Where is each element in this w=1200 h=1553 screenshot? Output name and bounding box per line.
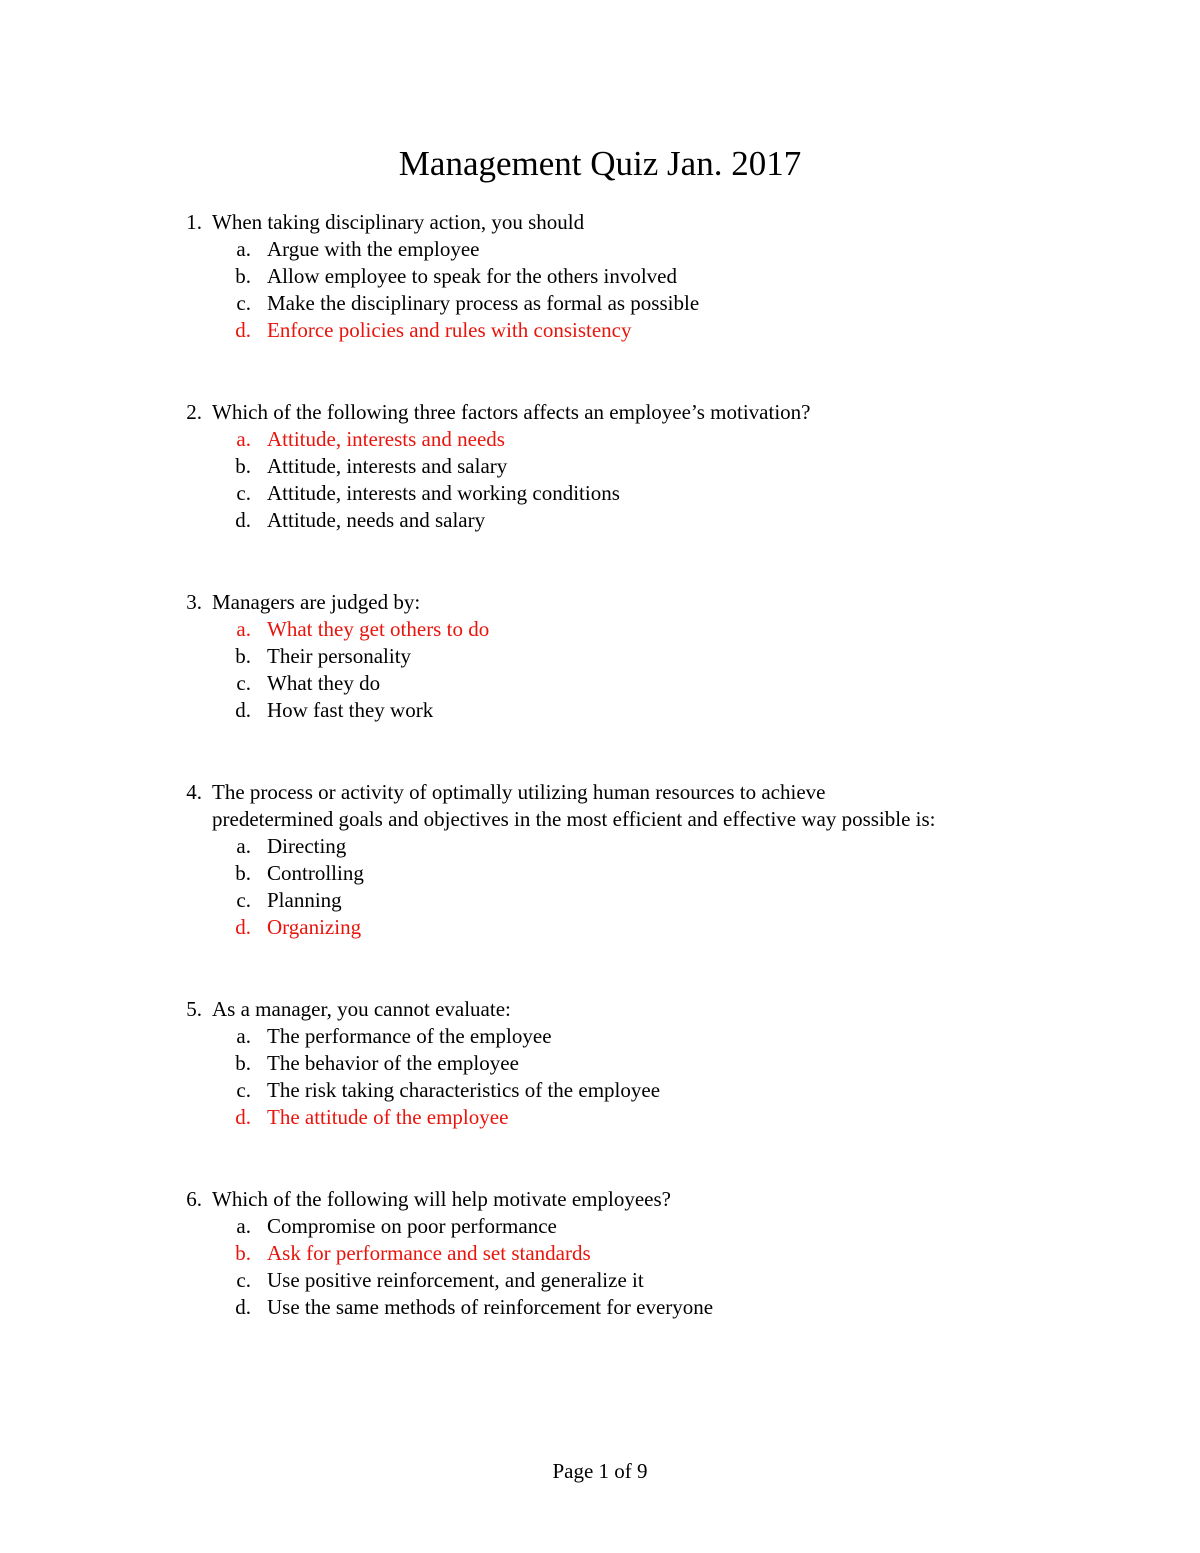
page-title: Management Quiz Jan. 2017 <box>398 144 802 183</box>
option-letter: c. <box>236 291 251 315</box>
question-2 <box>172 399 1072 534</box>
option-letter: d. <box>235 508 251 532</box>
option-letter: a. <box>236 617 251 641</box>
option-text: Argue with the employee <box>267 237 480 261</box>
option-text: The behavior of the employee <box>267 1051 519 1075</box>
question-text <box>212 1186 1052 1213</box>
question-number: 3. <box>186 590 202 614</box>
question-5 <box>172 996 1072 1131</box>
option-d <box>172 507 1072 534</box>
option-letter: a. <box>236 237 251 261</box>
option-c <box>172 1077 1072 1104</box>
option-letter: b. <box>235 1241 251 1265</box>
option-d-correct <box>172 317 1072 344</box>
option-list <box>172 616 1072 724</box>
option-letter: c. <box>236 671 251 695</box>
option-b-correct <box>172 1240 1072 1267</box>
option-text: Their personality <box>267 644 412 668</box>
question-4 <box>172 779 1072 941</box>
option-text: Enforce policies and rules with consistency <box>267 318 632 342</box>
question-3 <box>172 589 1072 724</box>
option-letter: c. <box>236 1268 251 1292</box>
option-letter: b. <box>235 644 251 668</box>
option-list <box>172 833 1072 941</box>
question-text <box>212 996 1052 1023</box>
question-1 <box>172 209 1072 344</box>
option-letter: d. <box>235 318 251 342</box>
option-text: Organizing <box>267 915 362 939</box>
option-b <box>172 453 1072 480</box>
option-text: Ask for performance and set standards <box>267 1241 591 1265</box>
option-text: Controlling <box>267 861 364 885</box>
option-text: Attitude, needs and salary <box>267 508 486 532</box>
option-letter: d. <box>235 1105 251 1129</box>
option-text: Attitude, interests and needs <box>267 427 505 451</box>
option-letter: c. <box>236 1078 251 1102</box>
option-c <box>172 1267 1072 1294</box>
option-b <box>172 1050 1072 1077</box>
option-text: What they do <box>267 671 381 695</box>
option-list <box>172 236 1072 344</box>
option-list <box>172 426 1072 534</box>
question-text-line: As a manager, you cannot evaluate: <box>212 997 511 1021</box>
option-d <box>172 1294 1072 1321</box>
option-letter: c. <box>236 481 251 505</box>
question-number: 6. <box>186 1187 202 1211</box>
option-text: How fast they work <box>267 698 434 722</box>
question-text <box>212 779 1052 833</box>
question-number: 1. <box>186 210 202 234</box>
question-number: 2. <box>186 400 202 424</box>
option-c <box>172 290 1072 317</box>
option-d-correct <box>172 914 1072 941</box>
question-text-line: Managers are judged by: <box>212 590 421 614</box>
option-letter: d. <box>235 915 251 939</box>
question-text-line: The process or activity of optimally utilizing human resources to achieve <box>212 780 826 804</box>
option-text: The performance of the employee <box>267 1024 552 1048</box>
option-a <box>172 1023 1072 1050</box>
option-letter: b. <box>235 264 251 288</box>
option-a <box>172 236 1072 263</box>
question-number: 4. <box>186 780 202 804</box>
question-text <box>212 209 1052 236</box>
question-text-line: Which of the following three factors affects an employee’s motivation? <box>212 400 811 424</box>
option-c <box>172 480 1072 507</box>
option-text: Make the disciplinary process as formal as possible <box>267 291 700 315</box>
page-footer: Page 1 of 9 <box>552 1459 648 1483</box>
option-letter: a. <box>236 427 251 451</box>
option-text: Attitude, interests and salary <box>267 454 508 478</box>
question-text-line: When taking disciplinary action, you should <box>212 210 585 234</box>
option-text: Use positive reinforcement, and generalize it <box>267 1268 644 1292</box>
question-text <box>212 589 1052 616</box>
option-letter: b. <box>235 861 251 885</box>
option-text: The risk taking characteristics of the employee <box>267 1078 661 1102</box>
option-a <box>172 1213 1072 1240</box>
option-letter: c. <box>236 888 251 912</box>
option-letter: b. <box>235 1051 251 1075</box>
option-a-correct <box>172 616 1072 643</box>
option-text: What they get others to do <box>267 617 490 641</box>
option-letter: a. <box>236 1024 251 1048</box>
option-text: Use the same methods of reinforcement for everyone <box>267 1295 714 1319</box>
option-c <box>172 670 1072 697</box>
option-a-correct <box>172 426 1072 453</box>
option-text: Planning <box>267 888 342 912</box>
option-b <box>172 643 1072 670</box>
option-a <box>172 833 1072 860</box>
question-text-line: Which of the following will help motivate employees? <box>212 1187 671 1211</box>
question-text-line: predetermined goals and objectives in the most efficient and effective way possible is: <box>212 807 936 831</box>
option-text: Directing <box>267 834 347 858</box>
option-text: Compromise on poor performance <box>267 1214 557 1238</box>
option-b <box>172 860 1072 887</box>
option-c <box>172 887 1072 914</box>
option-list <box>172 1023 1072 1131</box>
option-d <box>172 697 1072 724</box>
question-6 <box>172 1186 1072 1321</box>
question-number: 5. <box>186 997 202 1021</box>
option-letter: b. <box>235 454 251 478</box>
question-text <box>212 399 1052 426</box>
option-b <box>172 263 1072 290</box>
option-text: The attitude of the employee <box>267 1105 509 1129</box>
option-letter: a. <box>236 834 251 858</box>
option-letter: d. <box>235 698 251 722</box>
option-text: Allow employee to speak for the others involved <box>267 264 677 288</box>
option-letter: d. <box>235 1295 251 1319</box>
option-list <box>172 1213 1072 1321</box>
option-d-correct <box>172 1104 1072 1131</box>
option-text: Attitude, interests and working conditions <box>267 481 620 505</box>
option-letter: a. <box>236 1214 251 1238</box>
